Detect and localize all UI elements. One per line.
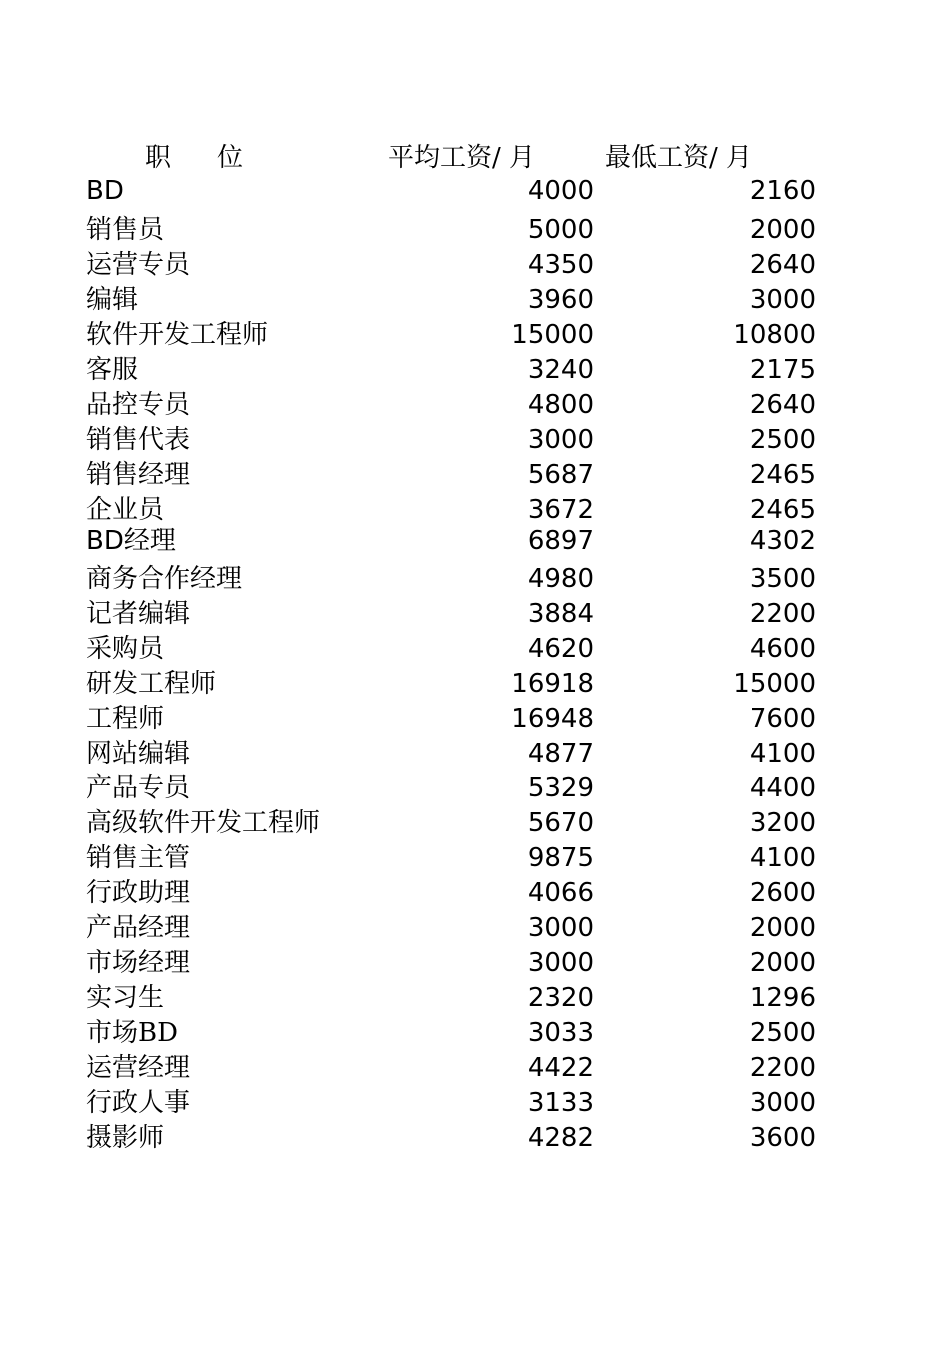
table-row: [0, 981, 950, 1015]
cell-minimum-salary: 4302: [749, 526, 816, 556]
cell-average-salary: 4620: [527, 634, 594, 664]
cell-minimum-salary: 2640: [749, 250, 816, 280]
cell-minimum-salary: 2175: [749, 355, 816, 385]
table-row: [0, 174, 950, 208]
table-row: [0, 213, 950, 247]
cell-position: 销售代表: [86, 425, 191, 455]
table-row: [0, 524, 950, 558]
cell-position: 行政助理: [86, 878, 191, 908]
cell-position: 编辑: [86, 285, 139, 315]
cell-average-salary: 3000: [527, 913, 594, 943]
cell-minimum-salary: 2000: [749, 215, 816, 245]
table-row: [0, 702, 950, 736]
cell-minimum-salary: 10800: [733, 320, 816, 350]
cell-position: 摄影师: [86, 1123, 165, 1153]
cell-position: 研发工程师: [86, 669, 217, 699]
cell-average-salary: 4000: [527, 176, 594, 206]
cell-average-salary: 9875: [527, 843, 594, 873]
cell-minimum-salary: 4100: [749, 739, 816, 769]
cell-minimum-salary: 3200: [749, 808, 816, 838]
cell-position: 市场BD: [86, 1018, 178, 1048]
table-row: [0, 423, 950, 457]
cell-average-salary: 4800: [527, 390, 594, 420]
cell-position: 行政人事: [86, 1088, 191, 1118]
cell-minimum-salary: 2500: [749, 1018, 816, 1048]
table-row: [0, 353, 950, 387]
cell-position: 采购员: [86, 634, 165, 664]
cell-position: 工程师: [86, 704, 165, 734]
cell-position: 销售经理: [86, 460, 191, 490]
table-row: [0, 946, 950, 980]
cell-average-salary: 4066: [527, 878, 594, 908]
cell-minimum-salary: 7600: [749, 704, 816, 734]
table-row: [0, 1051, 950, 1085]
table-row: [0, 283, 950, 317]
cell-average-salary: 3672: [527, 495, 594, 525]
cell-position: 品控专员: [86, 390, 191, 420]
cell-average-salary: 3240: [527, 355, 594, 385]
cell-average-salary: 16948: [511, 704, 594, 734]
table-row: [0, 388, 950, 422]
cell-minimum-salary: 2200: [749, 599, 816, 629]
cell-position: 高级软件开发工程师: [86, 808, 321, 838]
cell-minimum-salary: 3500: [749, 564, 816, 594]
cell-average-salary: 3960: [527, 285, 594, 315]
table-row: [0, 911, 950, 945]
table-row: [0, 841, 950, 875]
cell-average-salary: 4980: [527, 564, 594, 594]
cell-position: 运营专员: [86, 250, 191, 280]
cell-average-salary: 16918: [511, 669, 594, 699]
cell-minimum-salary: 3600: [749, 1123, 816, 1153]
cell-average-salary: 3000: [527, 425, 594, 455]
cell-position: 客服: [86, 355, 139, 385]
cell-minimum-salary: 2465: [749, 460, 816, 490]
cell-minimum-salary: 4400: [749, 773, 816, 803]
cell-average-salary: 3033: [527, 1018, 594, 1048]
cell-position: 市场经理: [86, 948, 191, 978]
cell-position: 产品经理: [86, 913, 191, 943]
cell-average-salary: 5687: [527, 460, 594, 490]
table-row: [0, 806, 950, 840]
cell-average-salary: 5670: [527, 808, 594, 838]
cell-position: 销售主管: [86, 843, 191, 873]
cell-position: 网站编辑: [86, 739, 191, 769]
header-average-salary: 平均工资/ 月: [388, 143, 536, 173]
cell-position: 实习生: [86, 983, 165, 1013]
cell-average-salary: 3884: [527, 599, 594, 629]
cell-position: 销售员: [86, 215, 165, 245]
table-row: [0, 458, 950, 492]
cell-minimum-salary: 3000: [749, 1088, 816, 1118]
table-row: [0, 667, 950, 701]
cell-position: 运营经理: [86, 1053, 191, 1083]
cell-average-salary: 4877: [527, 739, 594, 769]
cell-minimum-salary: 2160: [749, 176, 816, 206]
table-row: [0, 876, 950, 910]
cell-minimum-salary: 2000: [749, 948, 816, 978]
table-row: [0, 1121, 950, 1155]
cell-average-salary: 6897: [527, 526, 594, 556]
cell-average-salary: 4350: [527, 250, 594, 280]
cell-minimum-salary: 2640: [749, 390, 816, 420]
cell-position: BD经理: [86, 526, 176, 556]
cell-position: 企业员: [86, 495, 165, 525]
table-row: [0, 771, 950, 805]
cell-position: BD: [86, 176, 124, 206]
table-row: [0, 1016, 950, 1050]
cell-minimum-salary: 2465: [749, 495, 816, 525]
cell-average-salary: 3000: [527, 948, 594, 978]
cell-average-salary: 15000: [511, 320, 594, 350]
cell-average-salary: 5000: [527, 215, 594, 245]
table-row: [0, 1086, 950, 1120]
cell-minimum-salary: 4100: [749, 843, 816, 873]
cell-position: 产品专员: [86, 773, 191, 803]
cell-minimum-salary: 2500: [749, 425, 816, 455]
cell-minimum-salary: 4600: [749, 634, 816, 664]
cell-minimum-salary: 3000: [749, 285, 816, 315]
cell-average-salary: 4282: [527, 1123, 594, 1153]
cell-minimum-salary: 2600: [749, 878, 816, 908]
cell-average-salary: 3133: [527, 1088, 594, 1118]
cell-minimum-salary: 2000: [749, 913, 816, 943]
cell-position: 记者编辑: [86, 599, 191, 629]
table-row: [0, 632, 950, 666]
cell-average-salary: 2320: [527, 983, 594, 1013]
cell-minimum-salary: 1296: [749, 983, 816, 1013]
cell-position: 软件开发工程师: [86, 320, 269, 350]
cell-minimum-salary: 15000: [733, 669, 816, 699]
table-row: [0, 493, 950, 527]
header-position: 职位: [145, 143, 290, 173]
cell-position: 商务合作经理: [86, 564, 243, 594]
table-row: [0, 562, 950, 596]
table-row: [0, 737, 950, 771]
table-row: [0, 597, 950, 631]
cell-average-salary: 5329: [527, 773, 594, 803]
header-minimum-salary: 最低工资/ 月: [605, 143, 753, 173]
cell-average-salary: 4422: [527, 1053, 594, 1083]
table-row: [0, 318, 950, 352]
cell-minimum-salary: 2200: [749, 1053, 816, 1083]
table-row: [0, 248, 950, 282]
